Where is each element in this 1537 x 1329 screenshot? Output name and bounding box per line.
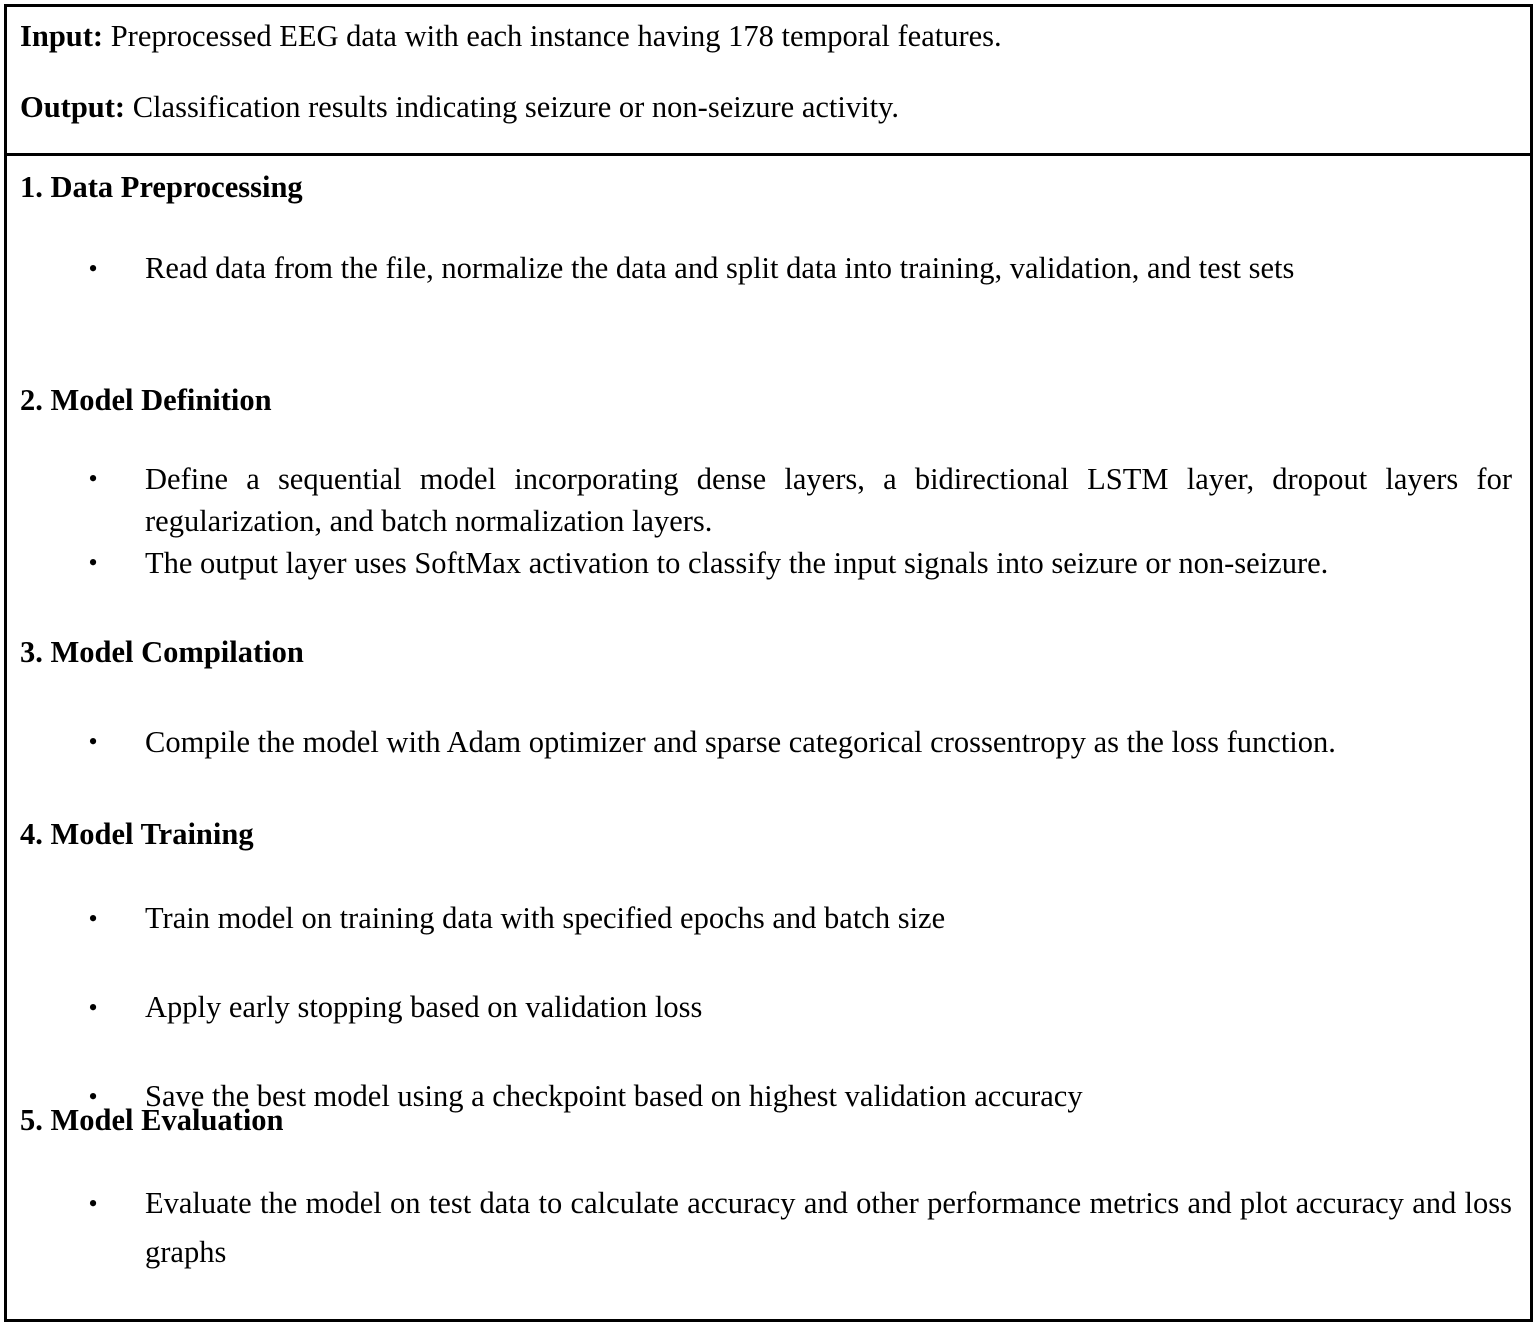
section-bullets-1 bbox=[67, 244, 1512, 293]
list-item bbox=[67, 894, 1512, 943]
output-label: Output: bbox=[20, 90, 126, 124]
input-label: Input: bbox=[20, 19, 104, 53]
list-item bbox=[67, 1179, 1512, 1277]
bullet-dot-icon: • bbox=[88, 904, 98, 933]
output-line bbox=[20, 90, 1512, 124]
section-bullets-3 bbox=[67, 721, 1512, 763]
section-heading-3: 3. Model Compilation bbox=[20, 635, 304, 669]
section-heading-2: 2. Model Definition bbox=[20, 383, 272, 417]
bullet-dot-icon: • bbox=[88, 548, 98, 577]
list-item-text: Apply early stopping based on validation loss bbox=[145, 990, 703, 1024]
input-line bbox=[20, 19, 1512, 53]
section-heading-5: 5. Model Evaluation bbox=[20, 1103, 284, 1137]
bullet-dot-icon: • bbox=[88, 993, 98, 1022]
algorithm-steps-body bbox=[7, 156, 1530, 1319]
list-item bbox=[67, 542, 1512, 584]
list-item-text: Define a sequential model incorporating dense layers, a bidirectional LSTM layer, dropout layers for regularization, and batch normalization layers. bbox=[145, 462, 1512, 538]
algorithm-table bbox=[4, 4, 1533, 1322]
algorithm-io-header bbox=[7, 7, 1530, 156]
list-item-text: Read data from the file, normalize the data and split data into training, validation, and test sets bbox=[145, 251, 1295, 285]
list-item bbox=[67, 458, 1512, 542]
list-item-text: Save the best model using a checkpoint based on highest validation accuracy bbox=[145, 1079, 1083, 1113]
output-text: Classification results indicating seizure or non-seizure activity. bbox=[125, 90, 899, 124]
list-item bbox=[67, 244, 1512, 293]
list-item-text: Train model on training data with specified epochs and batch size bbox=[145, 901, 946, 935]
bullet-dot-icon: • bbox=[88, 727, 98, 756]
section-bullets-5 bbox=[67, 1179, 1512, 1277]
list-item-text: The output layer uses SoftMax activation to classify the input signals into seizure or non-seizure. bbox=[145, 546, 1329, 580]
bullet-dot-icon: • bbox=[88, 254, 98, 283]
list-item-text: Compile the model with Adam optimizer and sparse categorical crossentropy as the loss function. bbox=[145, 725, 1336, 759]
list-item-text: Evaluate the model on test data to calculate accuracy and other performance metrics and plot accuracy and loss graphs bbox=[145, 1186, 1512, 1269]
bullet-dot-icon: • bbox=[88, 1082, 98, 1111]
section-heading-1: 1. Data Preprocessing bbox=[20, 170, 303, 204]
bullet-dot-icon: • bbox=[88, 1189, 98, 1218]
list-item bbox=[67, 983, 1512, 1032]
list-item bbox=[67, 721, 1512, 763]
bullet-dot-icon: • bbox=[88, 464, 98, 493]
input-text: Preprocessed EEG data with each instance having 178 temporal features. bbox=[103, 19, 1002, 53]
section-heading-4: 4. Model Training bbox=[20, 817, 254, 851]
section-bullets-4 bbox=[67, 894, 1512, 1121]
section-bullets-2 bbox=[67, 458, 1512, 584]
